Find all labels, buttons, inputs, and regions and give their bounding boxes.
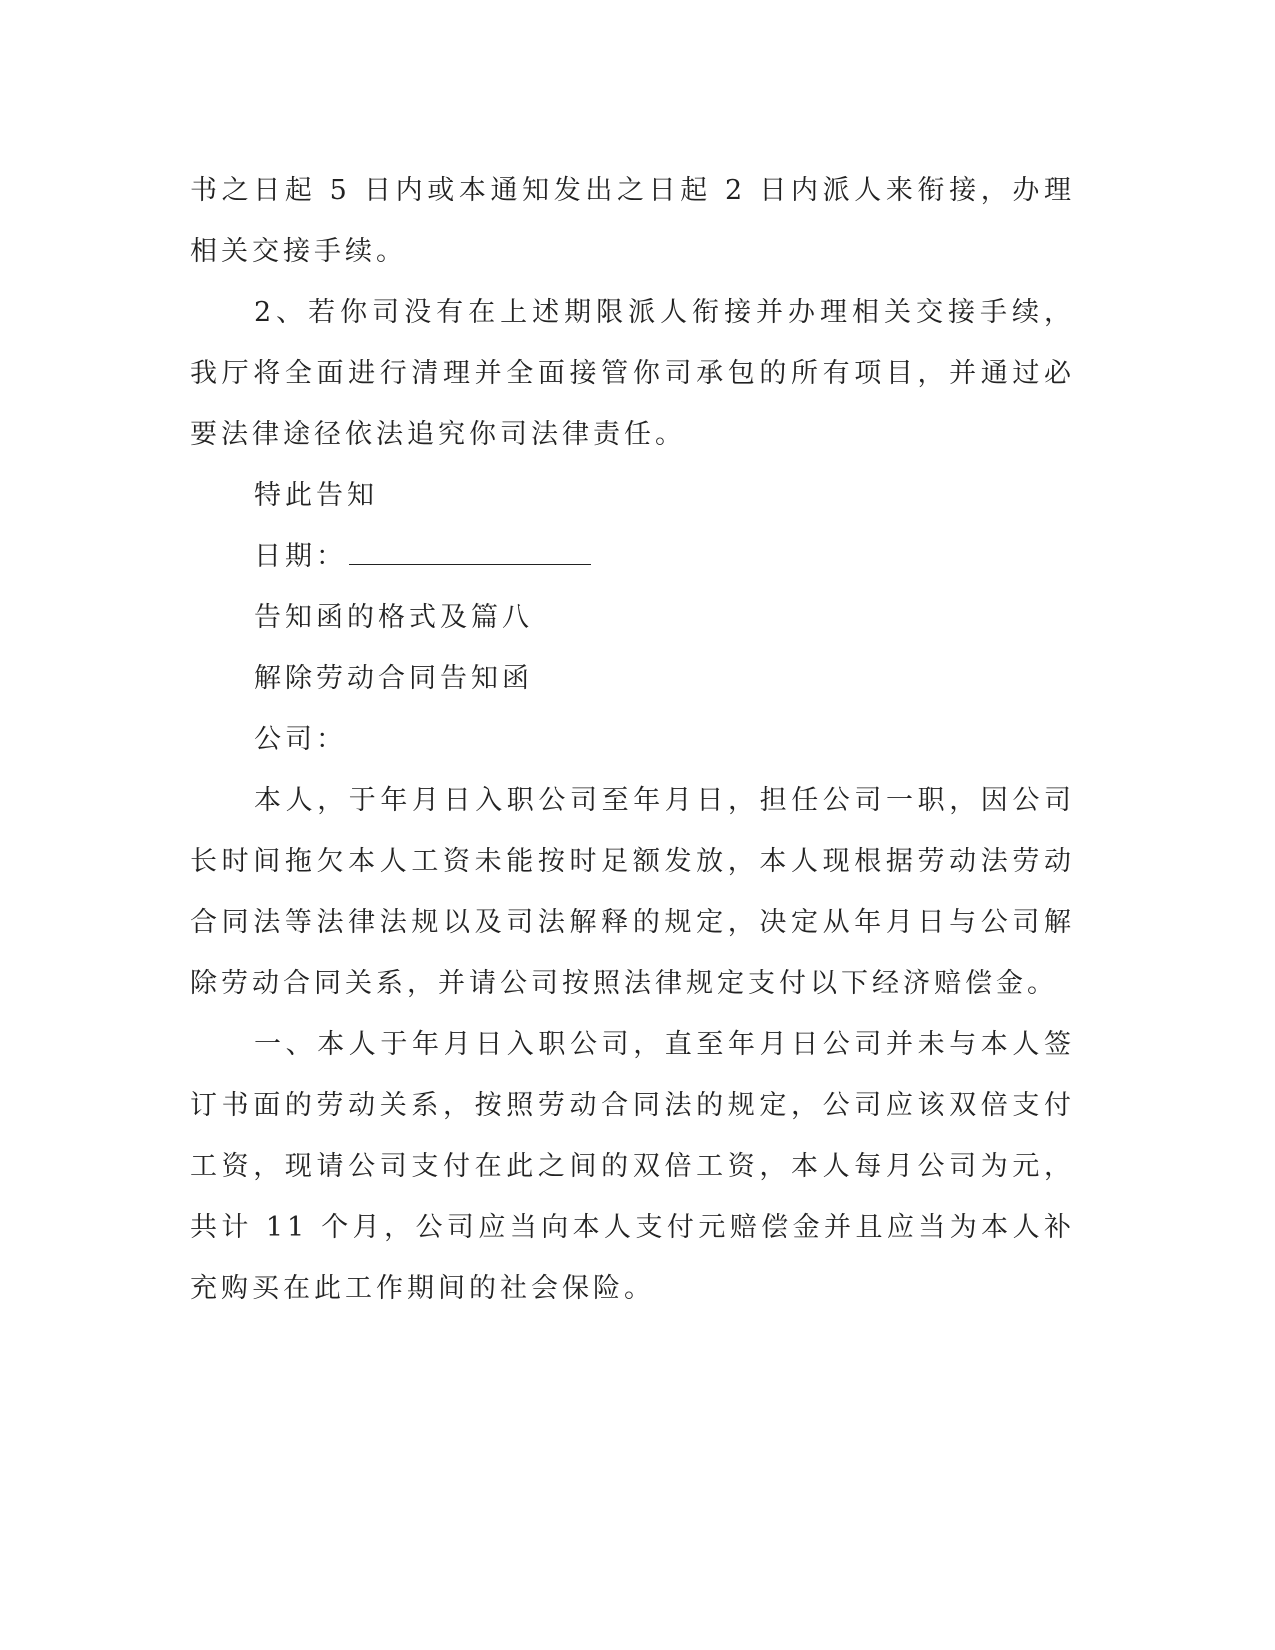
paragraph-double-wage-claim: 一、本人于年月日入职公司，直至年月日公司并未与本人签订书面的劳动关系，按照劳动合同法的规定，公司应该双倍支付工资，现请公司支付在此之间的双倍工资，本人每月公司为元，共计 11 个月，公司应当向本人支付元赔偿金并且应当为本人补充购买在此工作期间的社会保险。 bbox=[190, 1029, 1075, 1304]
date-label: 日期： bbox=[254, 541, 347, 572]
date-line bbox=[190, 526, 1075, 587]
document-body bbox=[190, 160, 1075, 1319]
letter-title: 解除劳动合同告知函 bbox=[254, 663, 533, 694]
date-blank-underline bbox=[349, 536, 591, 565]
letter-recipient: 公司： bbox=[254, 724, 347, 755]
paragraph-notice-closing: 特此告知 bbox=[254, 480, 378, 511]
paragraph-handover-deadline: 书之日起 5 日内或本通知发出之日起 2 日内派人来衔接，办理相关交接手续。 bbox=[190, 175, 1075, 267]
section-heading: 告知函的格式及篇八 bbox=[254, 602, 533, 633]
paragraph-termination-statement: 本人，于年月日入职公司至年月日，担任公司一职，因公司长时间拖欠本人工资未能按时足额发放，本人现根据劳动法劳动合同法等法律法规以及司法解释的规定，决定从年月日与公司解除劳动合同关系，并请公司按照法律规定支付以下经济赔偿金。 bbox=[190, 785, 1075, 999]
paragraph-legal-consequence: 2、若你司没有在上述期限派人衔接并办理相关交接手续，我厅将全面进行清理并全面接管你司承包的所有项目，并通过必要法律途径依法追究你司法律责任。 bbox=[190, 297, 1075, 450]
